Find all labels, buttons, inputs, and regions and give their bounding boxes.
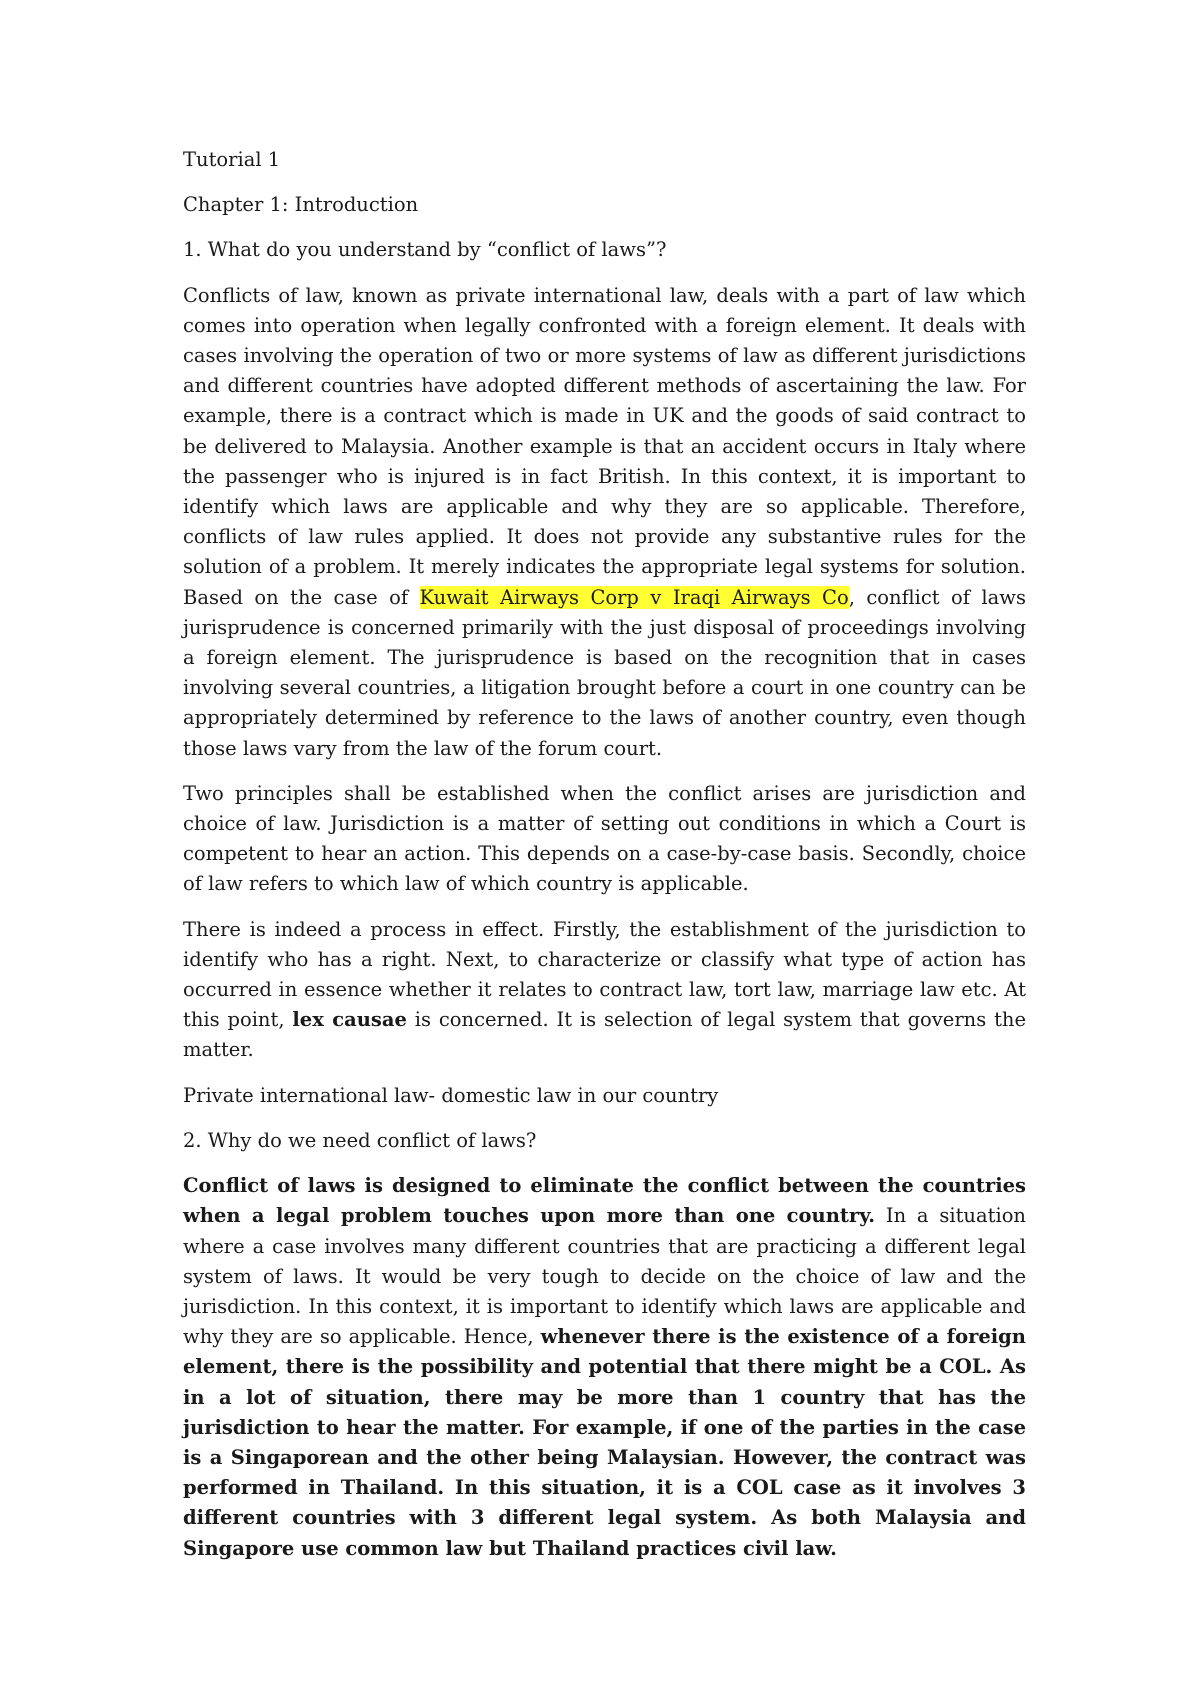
answer-1-text-b: , conflict of laws jurisprudence is concerned primarily with the just disposal of proceedings involving a foreign element. The jurisprudence is based on the recognition that in cases involving several countries, a litigation brought before a court in one country can be appropriately determined by reference to the laws of another country, even though those laws vary from the law of the forum court. — [183, 585, 1026, 760]
tutorial-title: Tutorial 1 — [183, 148, 281, 171]
answer-1-paragraph-3 — [183, 915, 1026, 1066]
lex-causae-term: lex causae — [292, 1008, 407, 1032]
question-1: 1. What do you understand by “conflict of laws”? — [183, 238, 667, 262]
document-body — [183, 145, 1026, 1579]
answer-1-paragraph-1 — [183, 281, 1026, 764]
question-2: 2. Why do we need conflict of laws? — [183, 1128, 537, 1152]
answer-1-p3-text-a: There is indeed a process in effect. Firstly, the establishment of the jurisdiction to identify who has a right. Next, to characterize or classify what type of action has occurred in essence whether it relates to contract law, tort law, marriage law etc. At this point, — [183, 917, 1026, 1032]
answer-2-bold-2: whenever there is the existence of a foreign element, there is the possibility and potential that there might be a COL. As in a lot of situation, there may be more than 1 country that has the jurisdiction to hear the matter. For example, if one of the parties in the case is a Singaporean and the other being Malaysian. However, the contract was performed in Thailand. In this situation, it is a COL case as it involves 3 different countries with 3 different legal system. As both Malaysia and Singapore use common law but Thailand practices civil law. — [183, 1325, 1026, 1560]
answer-1-note: Private international law- domestic law in our country — [183, 1083, 719, 1107]
answer-1-paragraph-2: Two principles shall be established when the conflict arises are jurisdiction and choice of law. Jurisdiction is a matter of setting out conditions in which a Court is competent to hear an action. This depends on a case-by-case basis. Secondly, choice of law refers to which law of which country is applicable. — [183, 781, 1026, 896]
answer-1-text-a: Conflicts of law, known as private international law, deals with a part of law which comes into operation when legally confronted with a foreign element. It deals with cases involving the operation of two or more systems of law as different jurisdictions and different countries have adopted different methods of ascertaining the law. For example, there is a contract which is made in UK and the goods of said contract to be delivered to Malaysia. Another example is that an accident occurs in Italy where the passenger who is injured is in fact British. In this context, it is important to identify which laws are applicable and why they are so applicable. Therefore, conflicts of law rules applied. It does not provide any substantive rules for the solution of a problem. It merely indicates the appropriate legal systems for solution. Based on the case of — [183, 283, 1026, 609]
answer-2-paragraph — [183, 1171, 1026, 1564]
answer-1-p3-text-b: is concerned. It is selection of legal system that governs the matter. — [183, 1008, 1027, 1062]
answer-2-normal-1: In a situation where a case involves many different countries that are practicing a different legal system of laws. It would be very tough to decide on the choice of law and the jurisdiction. In this context, it is important to identify which laws are applicable and why they are so applicable. Hence, — [183, 1204, 1026, 1349]
case-name-highlight: Kuwait Airways Corp v Iraqi Airways Co — [419, 585, 849, 609]
chapter-heading: Chapter 1: Introduction — [183, 193, 419, 217]
answer-2-bold-1: Conflict of laws is designed to eliminate the conflict between the countries when a legal problem touches upon more than one country. — [183, 1174, 1026, 1228]
